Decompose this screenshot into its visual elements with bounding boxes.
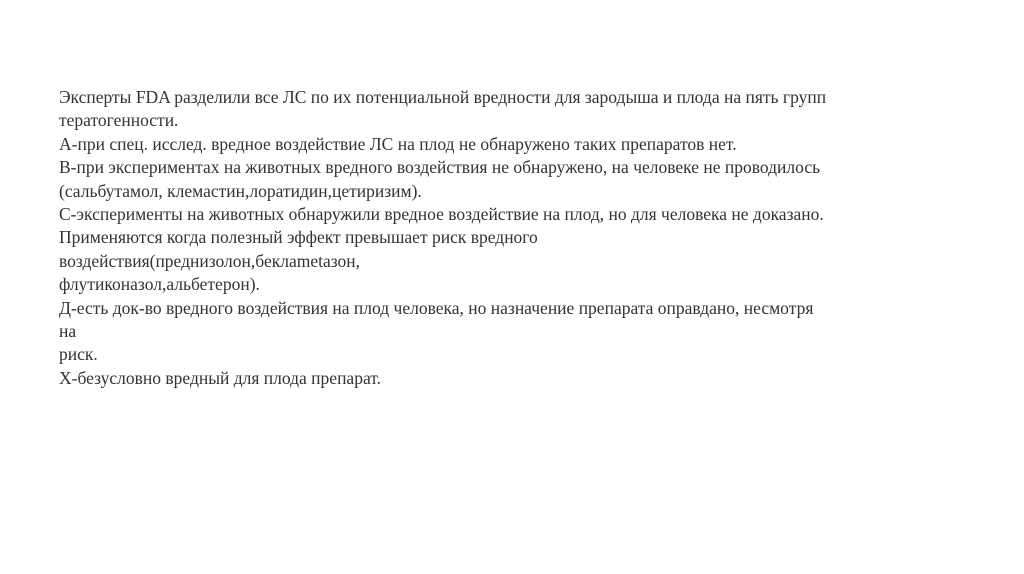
text-line-7: Применяются когда полезный эффект превышает риск вредного <box>59 227 538 248</box>
text-line-5: (сальбутамол, клемастин,лоратидин,цетиризим). <box>59 180 422 201</box>
slide-text-block <box>59 86 959 390</box>
text-line-9: флутиконазол,альбетерон). <box>59 274 260 295</box>
text-line-6: С-эксперименты на животных обнаружили вредное воздействие на плод, но для человека не доказано. <box>59 204 824 225</box>
text-line-13: Х-безусловно вредный для плода препарат. <box>59 367 381 388</box>
text-line-3: А-при спец. исслед. вредное воздействие ЛС на плод не обнаружено таких препаратов нет. <box>59 133 737 154</box>
text-line-8: воздействия(преднизолон,беклametазон, <box>59 250 361 271</box>
text-line-10: Д-есть док-во вредного воздействия на плод человека, но назначение препарата оправдано, несмотря <box>59 297 814 318</box>
text-line-4: В-при экспериментах на животных вредного воздействия не обнаружено, на человеке не проводилось <box>59 157 821 178</box>
text-line-11: на <box>59 321 77 342</box>
text-line-1: Эксперты FDA разделили все ЛС по их потенциальной вредности для зародыша и плода на пять групп <box>59 87 827 107</box>
text-line-2: тератогенности. <box>59 110 179 131</box>
text-line-12: риск. <box>59 344 98 365</box>
